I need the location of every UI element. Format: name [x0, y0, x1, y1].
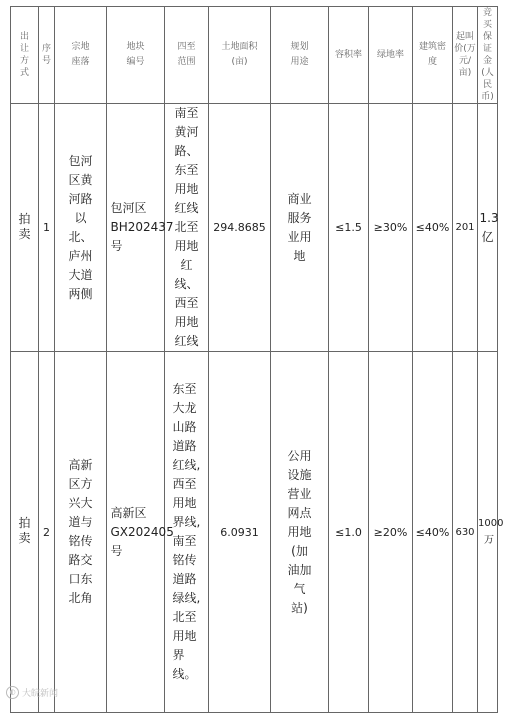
- header-method: 出让方式: [11, 7, 39, 104]
- cell-usage: 公用设施营业网点用地(加油加气站): [271, 352, 329, 713]
- cell-price: 630: [453, 352, 478, 713]
- cell-boundaries: 南至黄河路、东至用地红线北至用地红线、西至用地红线: [165, 104, 209, 352]
- table-row: [11, 104, 498, 352]
- cell-boundaries: 东至大龙山路道路红线,西至用地界线,南至铭传道路绿线,北至用地界线。: [165, 352, 209, 713]
- header-area: 土地面积(亩): [209, 7, 271, 104]
- cell-price: 201: [453, 104, 478, 352]
- cell-usage: 商业服务业用地: [271, 104, 329, 352]
- cell-deposit: 1.3亿: [478, 104, 498, 352]
- cell-green: ≥30%: [369, 104, 413, 352]
- cell-seq: 1: [39, 104, 55, 352]
- header-usage: 规划用途: [271, 7, 329, 104]
- cell-deposit: 1000万: [478, 352, 498, 713]
- watermark: [6, 686, 58, 699]
- header-price: 起叫价(万元/亩): [453, 7, 478, 104]
- cell-method: 拍卖: [11, 352, 39, 713]
- header-green: 绿地率: [369, 7, 413, 104]
- cell-parcel-no: 高新区GX202405号: [107, 352, 165, 713]
- header-location: 宗地座落: [55, 7, 107, 104]
- cell-density: ≤40%: [413, 352, 453, 713]
- header-deposit: 竞买保证金(人民币): [478, 7, 498, 104]
- cell-density: ≤40%: [413, 104, 453, 352]
- land-auction-table: [10, 6, 504, 713]
- header-seq: 序号: [39, 7, 55, 104]
- table-row: [11, 352, 498, 713]
- watermark-logo-icon: ◐: [6, 686, 19, 699]
- cell-area: 6.0931: [209, 352, 271, 713]
- header-parcel-no: 地块编号: [107, 7, 165, 104]
- watermark-text: 大皖新闻: [22, 689, 59, 699]
- cell-area: 294.8685: [209, 104, 271, 352]
- cell-seq: 2: [39, 352, 55, 713]
- header-far: 容积率: [329, 7, 369, 104]
- header-density: 建筑密度: [413, 7, 453, 104]
- cell-green: ≥20%: [369, 352, 413, 713]
- cell-location: 高新区方兴大道与铭传路交口东北角: [55, 352, 107, 713]
- cell-method: 拍卖: [11, 104, 39, 352]
- cell-parcel-no: 包河区BH202437号: [107, 104, 165, 352]
- header-boundaries: 四至范围: [165, 7, 209, 104]
- cell-far: ≤1.0: [329, 352, 369, 713]
- cell-location: 包河区黄河路以北、庐州大道两侧: [55, 104, 107, 352]
- header-row: [11, 7, 498, 104]
- cell-far: ≤1.5: [329, 104, 369, 352]
